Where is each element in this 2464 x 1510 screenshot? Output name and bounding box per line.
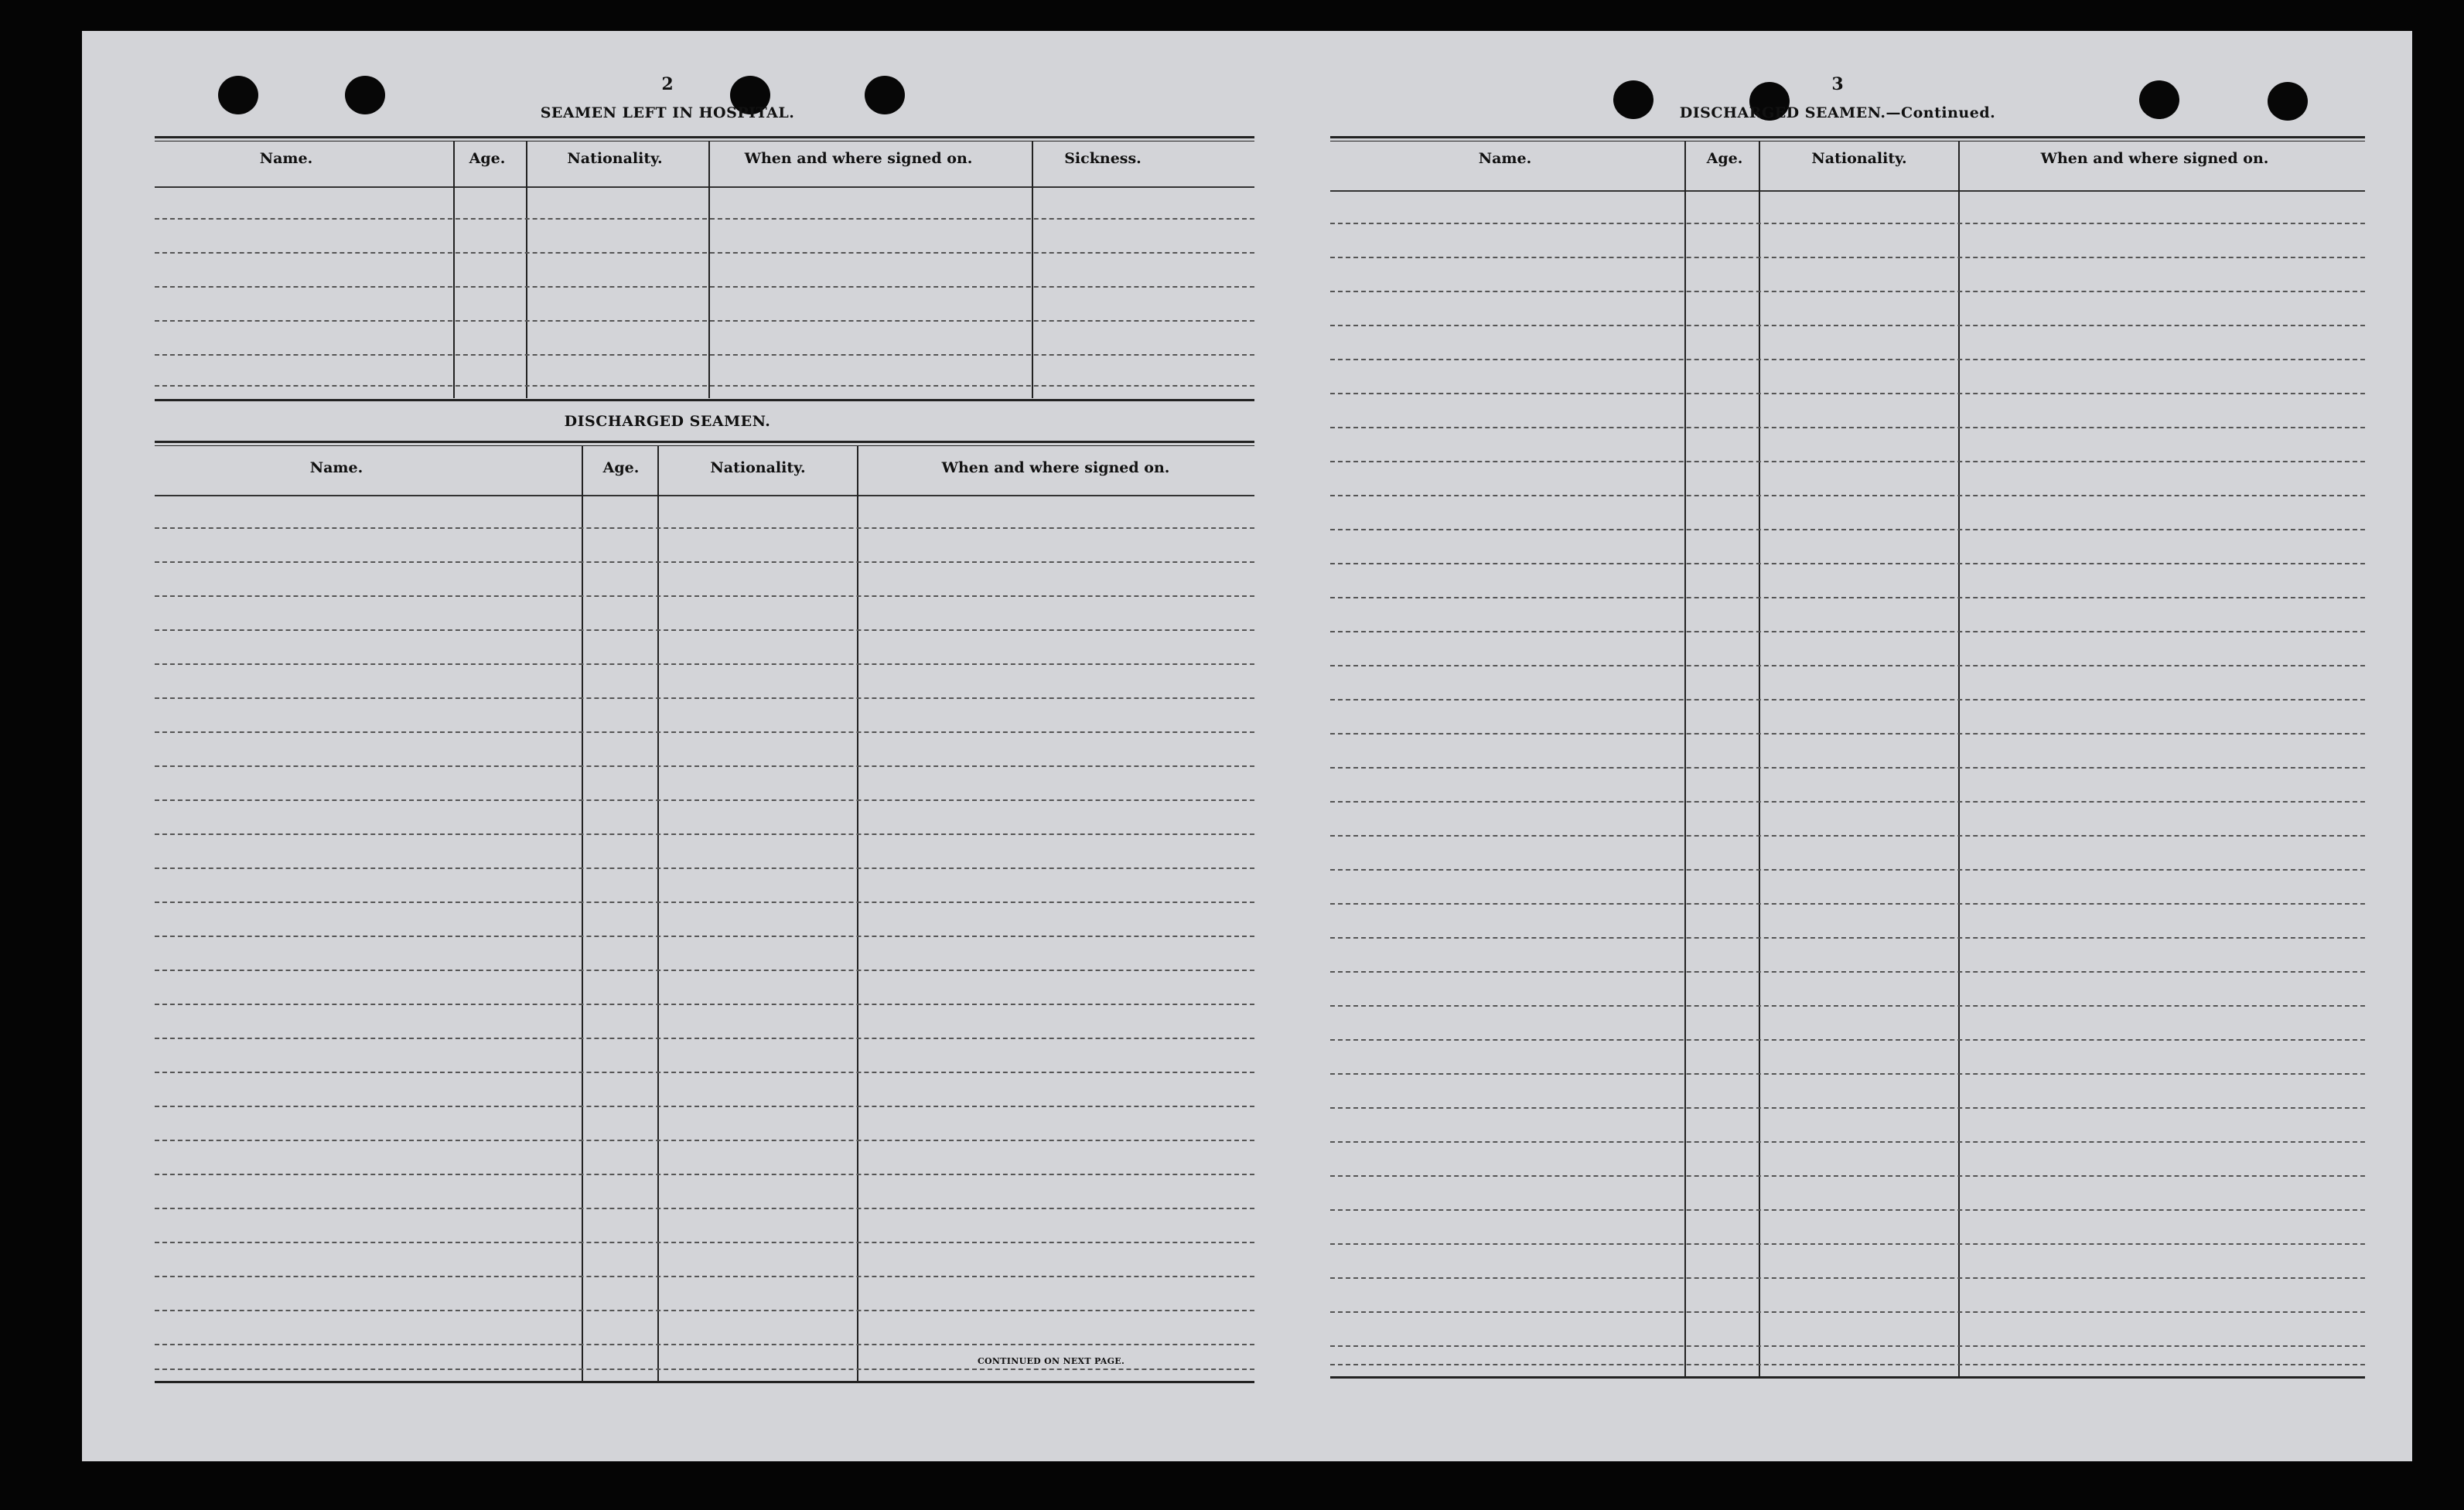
hospital-col-nationality: Nationality.: [567, 150, 663, 167]
continued-col-when-where: When and where signed on.: [2040, 150, 2269, 167]
hospital-col-sickness: Sickness.: [1064, 150, 1142, 167]
discharged-continued-table: [1330, 136, 2365, 1389]
discharged-col-name: Name.: [309, 459, 363, 476]
discharged-col-when-where: When and where signed on.: [941, 459, 1170, 476]
hospital-col-name: Name.: [259, 150, 313, 167]
page-number-left: 2: [661, 74, 674, 94]
discharged-table: [155, 441, 1254, 1392]
punch-hole: [865, 76, 905, 114]
continued-col-name: Name.: [1478, 150, 1532, 167]
punch-hole: [345, 76, 385, 114]
discharged-col-nationality: Nationality.: [710, 459, 806, 476]
discharged-continued-title: DISCHARGED SEAMEN.—Continued.: [1679, 104, 1996, 121]
hospital-col-age: Age.: [469, 150, 506, 167]
punch-hole: [1613, 80, 1653, 119]
continued-col-nationality: Nationality.: [1811, 150, 1907, 167]
continued-note: CONTINUED ON NEXT PAGE.: [978, 1356, 1125, 1366]
hospital-section-title: SEAMEN LEFT IN HOSPITAL.: [540, 104, 795, 121]
page-number-right: 3: [1831, 74, 1844, 94]
punch-hole: [2139, 80, 2179, 119]
punch-hole: [2268, 82, 2308, 121]
discharged-section-title: DISCHARGED SEAMEN.: [564, 413, 771, 430]
form-sheet: [82, 31, 2412, 1461]
hospital-col-when-where: When and where signed on.: [744, 150, 973, 167]
hospital-table: [155, 136, 1254, 403]
continued-col-age: Age.: [1706, 150, 1743, 167]
discharged-col-age: Age.: [602, 459, 640, 476]
punch-hole: [218, 76, 258, 114]
